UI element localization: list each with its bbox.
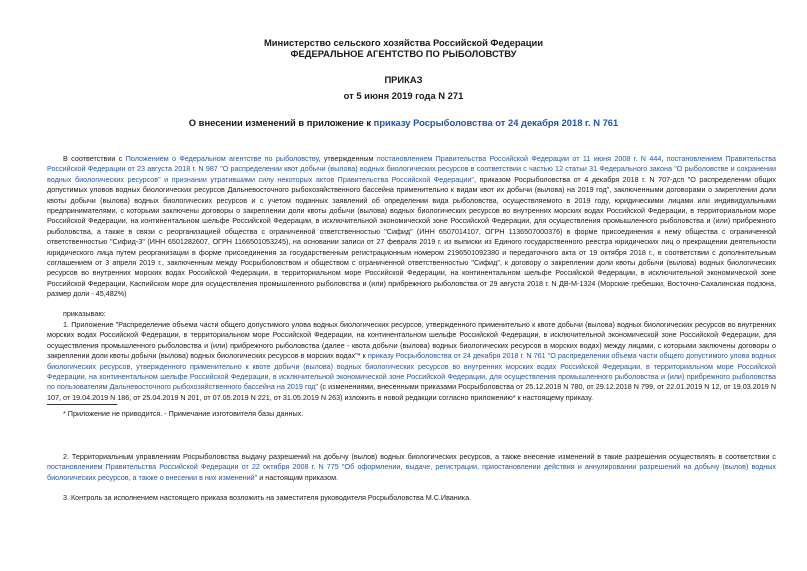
preamble-link-decree-987[interactable]: постановлением Правительства Российской Федерации от 23 августа 2018 г. N 987 "О распределении квот добычи (вылова) водных биологических ресурсов в соответствии с частью 12 статьи 31 Федерального закона "О рыболовстве и сохранении водных биологических ресурсов" и признании утратившими силу некоторых актов Правительства Российской Федерации"	[47, 154, 776, 184]
preamble-paragraph	[47, 154, 776, 300]
footnote-divider	[47, 404, 117, 405]
item-1-text-2: (с изменениями, внесенными приказами Росрыболовства от 25.12.2018 N 780, от 29.12.2018 N 799, от 22.01.2019 N 12, от 19.03.2019 N 107, от 19.04.2019 N 186, от 25.04.2019 N 201, от 07.05.2019 N 221, от 31.05.2019 N 263) изложить в новой редакции согласно приложению* к настоящему приказу.	[47, 382, 777, 402]
orders-line: приказываю:	[63, 309, 106, 318]
preamble-link-decree-444[interactable]: постановлением Правительства Российской Федерации от 11 июня 2008 г. N 444	[376, 154, 662, 163]
preamble-text-1: В соответствии с	[63, 154, 126, 163]
document-type: ПРИКАЗ	[384, 74, 423, 85]
agency-name: ФЕДЕРАЛЬНОЕ АГЕНТСТВО ПО РЫБОЛОВСТВУ	[290, 48, 517, 59]
preamble-text-3: ,	[661, 154, 667, 163]
item-1-text-1: 1. Приложение "Распределение объема части общего допустимого улова водных биологических ресурсов, утвержденного применительно к квоте добычи (вылова) водных биологических ресурсов во внутренних морских водах Российской Федерации, в территориальном море Российской Федерации, на континентальном шельфе Российской Федерации, в исключительной экономической зоне Российской Федерации, для осуществления промышленного рыболовства и (или) прибрежного рыболовства (далее - квота добычи (вылова) водных биологических ресурсов в морских водах) между лицами, с которыми заключены договоры о закреплении доли квоты добычи (вылова) водных биологических ресурсов в морских водах"* к	[47, 320, 776, 361]
title-prefix: О внесении изменений в приложение к	[188, 117, 374, 128]
title-link[interactable]: приказу Росрыболовства от 24 декабря 2018 г. N 761	[373, 117, 619, 128]
item-1-link-order-761[interactable]: приказу Росрыболовства от 24 декабря 2018 г. N 761 "О распределении объема части общего допустимого улова водных биологических ресурсов, утвержденного применительно к квоте добычи (вылова) водных биологических ресурсов во внутренних морских водах Российской Федерации, в территориальном море Российской Федерации, на континентальном шельфе Российской Федерации, в исключительной экономической зоне Российской Федерации, для осуществления промышленного рыболовства и (или) прибрежного рыболовства по пользователям Дальневосточного рыбохозяйственного бассейна на 2019 год"	[47, 351, 776, 392]
document-title	[0, 117, 807, 128]
document-date-number: от 5 июня 2019 года N 271	[343, 90, 464, 101]
preamble-text-2: , утвержденным	[318, 154, 377, 163]
preamble-text-4: , приказом Росрыболовства от 4 декабря 2018 г. N 707-дсп "О распределении общих допустимых уловов водных биологических ресурсов Дальневосточного рыбохозяйственного бассейна применительно к видам квот их добычи (вылова) на 2019 год", заключенными договорами о закреплении доли квоты добычи (вылова) водных биологических ресурсов и с учетом поданных заявлений об определении вида рыболовства, осуществляемого в 2019 году, юридическими лицами или индивидуальными предпринимателями, с которыми заключены договоры о закреплении доли квоты добычи (вылова) водных биологических ресурсов во внутренних морских водах Российской Федерации, в территориальном море Российской Федерации, на континентальном шельфе Российской Федерации, в исключительной экономической зоне Российской Федерации, для осуществления промышленного рыболовства и (или) прибрежного рыболовства, а также в связи с реорганизацией общества с ограниченной ответственностью "Сифид" (ИНН 6507014107, ОГРН 1136507000376) в форме присоединения к нему общества с ограниченной ответственностью "Сифид-3" (ИНН 6501282607, ОГРН 1166501053245), на основании записи от 27 февраля 2019 г. из выписки из Единого государственного реестра юридических лиц о прекращении деятельности юридического лица путем реорганизации в форме присоединения за государственным регистрационным номером 2196501092380 и передаточного акта от 19 октября 2018 г., в соответствии с дополнительным соглашением от 3 апреля 2019 г., заключенным между Росрыболовством и обществом с ограниченной ответственностью "Сифид", к договору о закреплении доли квоты добычи (вылова) водных биологических ресурсов во внутренних морских водах Российской Федерации, в территориальном море Российской Федерации, на континентальном шельфе Российской Федерации, в исключительной экономической зоне Российской Федерации, Каспийском море для осуществления промышленного рыболовства и (или) прибрежного рыболовства от 29 августа 2018 г. N ДВ-М-1324 (Морские гребешки, Восточно-Сахалинская подзона, размер доли - 45,482%)	[47, 174, 776, 299]
footnote: * Приложение не приводится. - Примечание изготовителя базы данных.	[63, 409, 304, 418]
item-1-paragraph	[47, 320, 776, 403]
item-2-paragraph	[47, 452, 776, 483]
ministry-name: Министерство сельского хозяйства Российской Федерации	[263, 37, 544, 48]
preamble-link-regulation[interactable]: Положением о Федеральном агентстве по рыболовству	[125, 154, 319, 163]
item-2-text-1: 2. Территориальным управлениям Росрыболовства выдачу разрешений на добычу (вылов) водных биологических ресурсов, а также внесение изменений в такие разрешения осуществлять в соответствии с	[63, 452, 776, 461]
item-3-paragraph: 3. Контроль за исполнением настоящего приказа возложить на заместителя руководителя Росрыболовства М.С.Иваника.	[63, 493, 472, 502]
item-2-link-decree-775[interactable]: постановлением Правительства Российской Федерации от 22 октября 2008 г. N 775 "Об оформлении, выдаче, регистрации, приостановлении действия и аннулировании разрешений на добычу (вылов) водных биологических ресурсов, а также о внесении в них изменений"	[47, 462, 776, 482]
item-2-text-2: и настоящим приказом.	[257, 472, 339, 482]
